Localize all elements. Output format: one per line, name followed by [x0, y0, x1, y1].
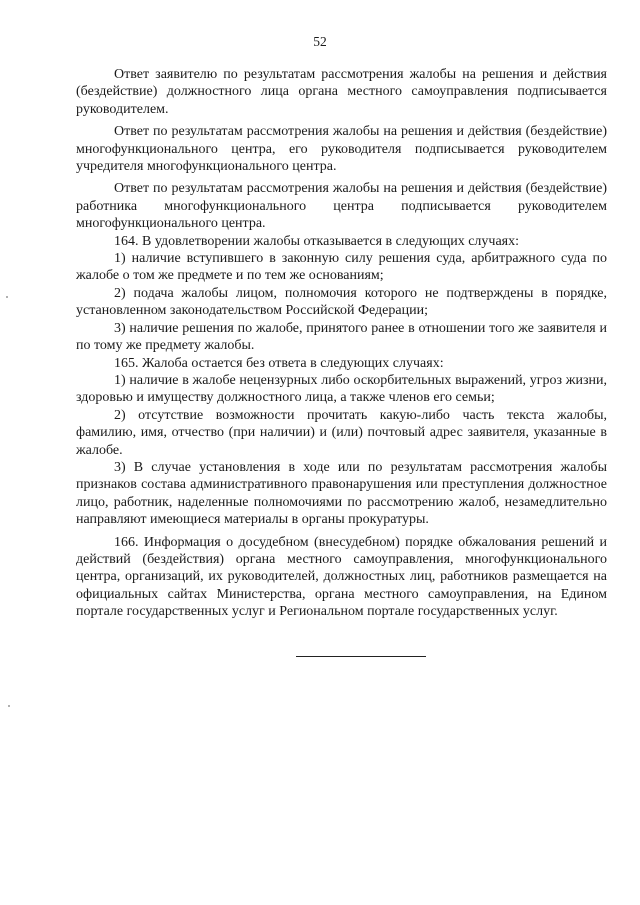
scan-speck — [8, 705, 10, 707]
end-separator-line — [296, 656, 426, 657]
paragraph-165-heading: 165. Жалоба остается без ответа в следующих случаях: — [114, 355, 444, 371]
paragraph-answer-mfc-employee: Ответ по результатам рассмотрения жалобы на решения и действия (бездействие) работника многофункционального центра подписывается руководителем многофункционального центра. — [76, 181, 607, 232]
paragraph-164-item-1: 1) наличие вступившего в законную силу решения суда, арбитражного суда по жалобе о том же предмете и по тем же основаниям; — [76, 251, 607, 284]
paragraph-166: 166. Информация о досудебном (внесудебном) порядке обжалования решений и действий (бездействия) органа местного самоуправления, многофункционального центра, организаций, их руководителей, должностных лиц, работников размещается на официальных сайтах Министерства, органа местного самоуправления, на Едином портале государственных услуг и Региональном портале государственных услуг. — [76, 534, 607, 620]
paragraph-165-item-1: 1) наличие в жалобе нецензурных либо оскорбительных выражений, угроз жизни, здоровью и имуществу должностного лица, а также членов его семьи; — [76, 372, 607, 406]
paragraph-165-item-2: 2) отсутствие возможности прочитать какую-либо часть текста жалобы, фамилию, имя, отчество (при наличии) и (или) почтовый адрес заявителя, указанные в жалобе. — [76, 407, 607, 458]
paragraph-answer-mfc: Ответ по результатам рассмотрения жалобы на решения и действия (бездействие) многофункционального центра, его руководителя подписывается руководителем учредителя многофункционального центра. — [76, 124, 607, 175]
paragraph-165-item-3: 3) В случае установления в ходе или по результатам рассмотрения жалобы признаков состава административного правонарушения или преступления должностное лицо, работник, наделенные полномочиями по рассмотрению жалоб, незамедлительно направляют имеющиеся материалы в органы прокуратуры. — [76, 459, 607, 528]
document-body — [76, 66, 607, 621]
scan-speck — [6, 296, 8, 298]
page-number: 52 — [313, 34, 327, 49]
paragraph-164-item-2: 2) подача жалобы лицом, полномочия которого не подтверждены в порядке, установленном законодательством Российской Федерации; — [76, 285, 607, 319]
paragraph-164-heading: 164. В удовлетворении жалобы отказывается в следующих случаях: — [114, 233, 520, 249]
paragraph-164-item-3: 3) наличие решения по жалобе, принятого ранее в отношении того же заявителя и по тому же предмету жалобы. — [76, 320, 607, 354]
paragraph-answer-official: Ответ заявителю по результатам рассмотрения жалобы на решения и действия (бездействие) должностного лица органа местного самоуправления подписывается руководителем. — [76, 67, 607, 117]
